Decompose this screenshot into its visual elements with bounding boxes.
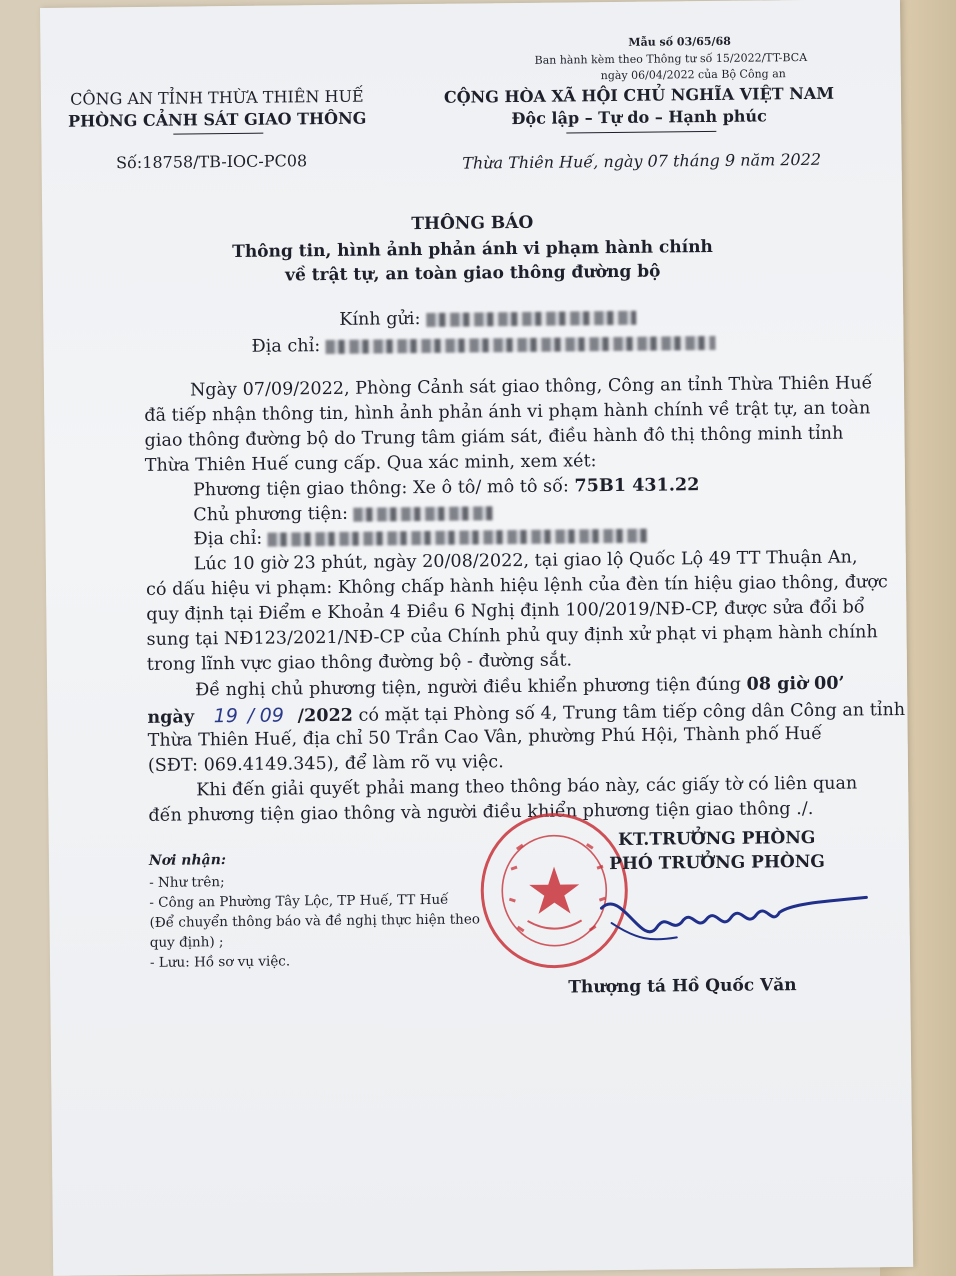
recipient-item-1: - Như trên; bbox=[149, 874, 225, 891]
nation-title: CỘNG HÒA XÃ HỘI CHỦ NGHĨA VIỆT NAM bbox=[443, 83, 835, 107]
redacted-owner-address bbox=[268, 528, 648, 546]
redacted-recipient-name bbox=[426, 310, 636, 326]
vehicle-line bbox=[193, 475, 700, 500]
signer-name: Thượng tá Hồ Quốc Văn bbox=[568, 975, 797, 998]
signature-title-1: KT.TRƯỞNG PHÒNG bbox=[618, 827, 816, 850]
recipient-address-line bbox=[251, 332, 715, 357]
place-date: Thừa Thiên Huế, ngày 07 tháng 9 năm 2022 bbox=[462, 149, 822, 173]
license-plate: 75B1 431.22 bbox=[574, 475, 700, 497]
issued-with-line2: ngày 06/04/2022 của Bộ Công an bbox=[600, 67, 786, 83]
owner-line bbox=[193, 502, 494, 525]
paragraph-3-line-4: (SĐT: 069.4149.345), để làm rõ vụ việc. bbox=[147, 752, 504, 776]
owner-address-line bbox=[193, 525, 647, 550]
appointment-time: 08 giờ 00’ bbox=[746, 673, 845, 695]
agency-name: CÔNG AN TỈNH THỪA THIÊN HUẾ bbox=[70, 86, 364, 109]
appointment-place: có mặt tại Phòng số 4, Trung tâm tiếp công dân Công an tỉnh bbox=[358, 699, 906, 726]
document-page bbox=[40, 0, 913, 1276]
agency-underline bbox=[173, 133, 263, 135]
paragraph-2-line-2: có dấu hiệu vi phạm: Không chấp hành hiệu lệnh của đèn tín hiệu giao thông, được bbox=[145, 572, 888, 600]
paragraph-1-line-4: Thừa Thiên Huế cung cấp. Qua xác minh, xem xét: bbox=[144, 451, 597, 476]
paragraph-3-line-1 bbox=[195, 674, 845, 701]
document-number: Số:18758/TB-IOC-PC08 bbox=[116, 151, 308, 173]
document-subtitle-2: về trật tự, an toàn giao thông đường bộ bbox=[285, 261, 661, 286]
redacted-recipient-address bbox=[326, 335, 716, 353]
paragraph-1-line-2: đã tiếp nhận thông tin, hình ảnh phản ánh vi phạm hành chính về trật tự, an toàn bbox=[144, 398, 871, 426]
owner-address-label: Địa chỉ: bbox=[193, 528, 263, 550]
paragraph-2-line-5: trong lĩnh vực giao thông đường bộ - đường sắt. bbox=[146, 650, 573, 675]
paragraph-4-line-1: Khi đến giải quyết phải mang theo thông báo này, các giấy tờ có liên quan bbox=[196, 773, 858, 801]
redacted-owner-name bbox=[354, 506, 494, 521]
department-name: PHÒNG CẢNH SÁT GIAO THÔNG bbox=[67, 108, 367, 131]
motto-underline bbox=[566, 131, 716, 134]
appointment-year: /2022 bbox=[297, 705, 354, 727]
request-text: Đề nghị chủ phương tiện, người điều khiển phương tiện đúng bbox=[195, 674, 742, 701]
paragraph-4-line-2: đến phương tiện giao thông và người điều khiển phương tiện giao thông ./. bbox=[148, 798, 814, 826]
recipient-label: Kính gửi: bbox=[339, 309, 421, 330]
paragraph-1-line-1: Ngày 07/09/2022, Phòng Cảnh sát giao thông, Công an tỉnh Thừa Thiên Huế bbox=[189, 373, 873, 401]
owner-label: Chủ phương tiện: bbox=[193, 503, 349, 526]
address-label: Địa chỉ: bbox=[251, 336, 321, 357]
handwritten-signature bbox=[581, 875, 872, 958]
paragraph-1-line-3: giao thông đường bộ do Trung tâm giám sát, điều hành đô thị thông minh tỉnh bbox=[144, 423, 844, 451]
paragraph-3-line-3: Thừa Thiên Huế, địa chỉ 50 Trần Cao Vân, phường Phú Hội, Thành phố Huế bbox=[147, 723, 823, 751]
recipient-item-4: quy định) ; bbox=[149, 934, 224, 951]
paragraph-2-line-3: quy định tại Điểm e Khoản 4 Điều 6 Nghị định 100/2019/NĐ-CP, được sửa đổi bổ bbox=[146, 597, 865, 625]
vehicle-label: Phương tiện giao thông: Xe ô tô/ mô tô số: bbox=[192, 476, 569, 501]
signature-title-2: PHÓ TRƯỞNG PHÒNG bbox=[609, 851, 825, 875]
paragraph-2-line-4: sung tại NĐ123/2021/NĐ-CP của Chính phủ quy định xử phạt vi phạm hành chính bbox=[146, 622, 878, 650]
day-label: ngày bbox=[147, 707, 195, 728]
form-number: Mẫu số 03/65/68 bbox=[628, 34, 731, 49]
paragraph-3-line-2: ngày 19 / 09 /2022 có mặt tại Phòng số 4, Trung tâm tiếp công dân Công an tỉnh bbox=[147, 699, 906, 728]
recipient-item-5: - Lưu: Hồ sơ vụ việc. bbox=[149, 953, 291, 971]
paragraph-2-line-1: Lúc 10 giờ 23 phút, ngày 20/08/2022, tại giao lộ Quốc Lộ 49 TT Thuận An, bbox=[193, 547, 858, 575]
nation-motto: Độc lập – Tự do – Hạnh phúc bbox=[511, 106, 767, 129]
recipients-title: Nơi nhận: bbox=[148, 852, 227, 869]
recipient-item-3: (Để chuyển thông báo và đề nghị thực hiện theo bbox=[149, 911, 481, 931]
issued-with-line1: Ban hành kèm theo Thông tư số 15/2022/TT-BCA bbox=[534, 50, 808, 67]
handwritten-month: 09 bbox=[259, 704, 285, 727]
handwritten-day: 19 bbox=[213, 704, 239, 728]
recipient-item-2: - Công an Phường Tây Lộc, TP Huế, TT Huế bbox=[149, 891, 449, 911]
document-subtitle-1: Thông tin, hình ảnh phản ánh vi phạm hành chính bbox=[232, 236, 713, 262]
document-title: THÔNG BÁO bbox=[411, 212, 534, 235]
recipient-line bbox=[339, 307, 636, 330]
